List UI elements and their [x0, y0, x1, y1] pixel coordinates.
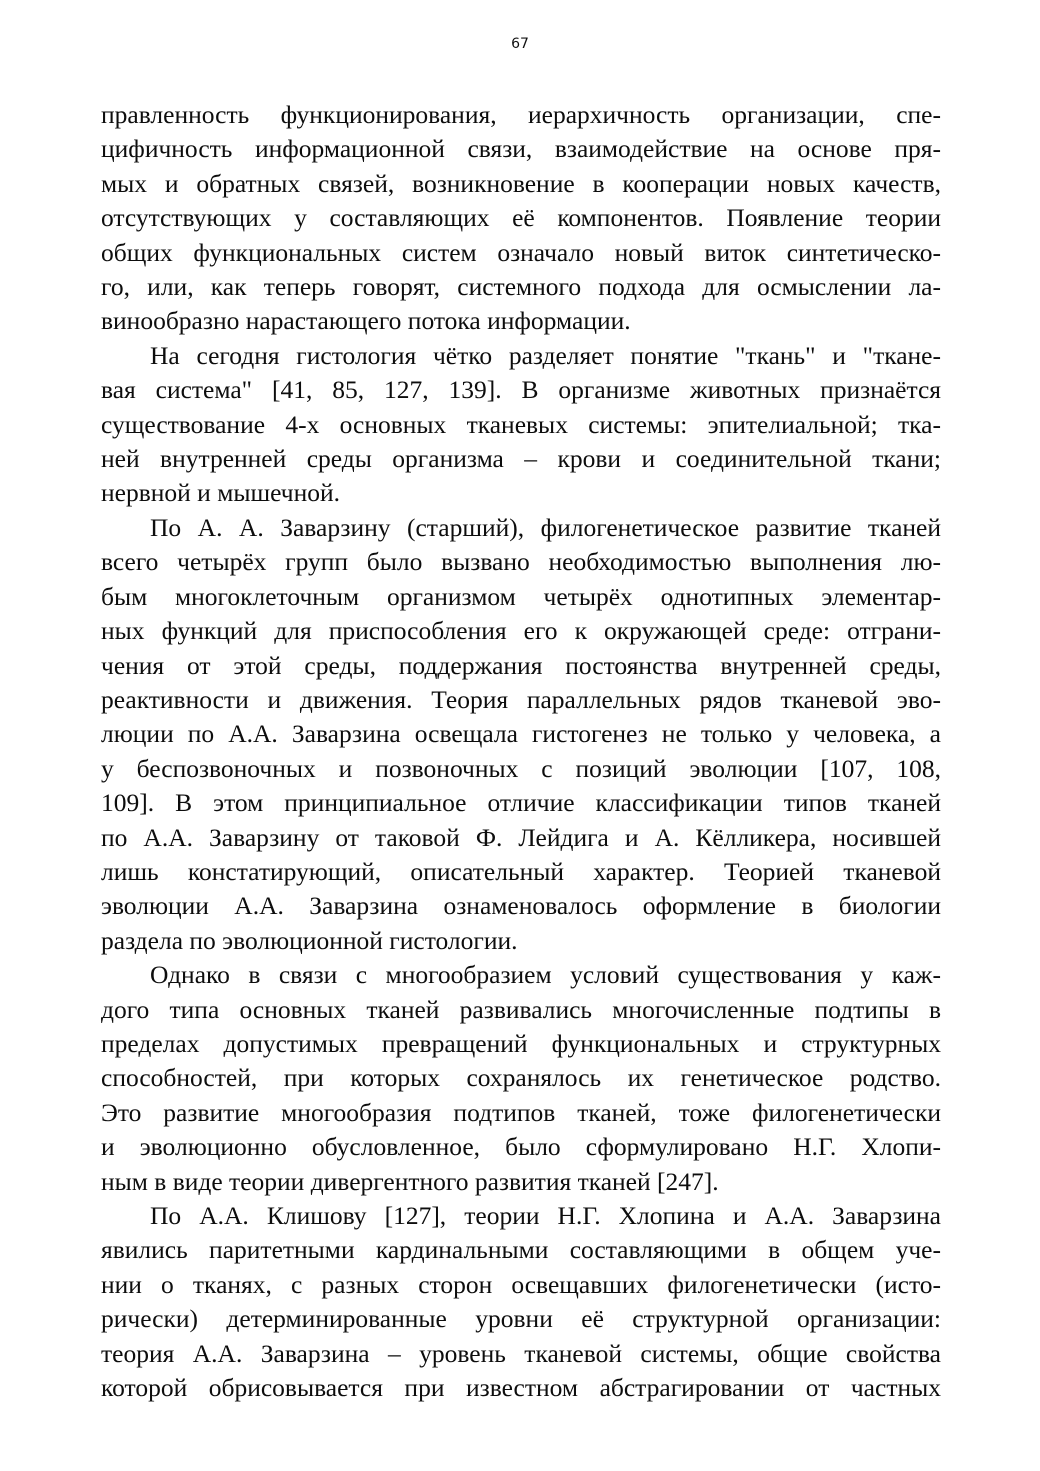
page-number: 67 — [511, 36, 529, 52]
text-line: общих функциональных систем означало новый виток синтетическо- — [101, 237, 941, 267]
text-line: ных функций для приспособления его к окружающей среде: отграни- — [101, 616, 941, 646]
text-line: всего четырёх групп было вызвано необходимостью выполнения лю- — [101, 547, 941, 577]
text-line: чения от этой среды, поддержания постоянства внутренней среды, — [101, 650, 941, 680]
paragraph-5 — [101, 1199, 941, 1405]
text-line: раздела по эволюционной гистологии. — [101, 925, 518, 955]
text-line: явились паритетными кардинальными составляющими в общем уче- — [101, 1235, 941, 1265]
text-line: ней внутренней среды организма – крови и соединительной ткани; — [101, 444, 941, 474]
text-line: винообразно нарастающего потока информации. — [101, 306, 631, 336]
text-line: по А.А. Заварзину от таковой Ф. Лейдига и А. Кёлликера, носившей — [101, 822, 941, 852]
text-line: которой обрисовывается при известном абстрагировании от частных — [101, 1373, 941, 1403]
text-line: рически) детерминированные уровни её структурной организации: — [101, 1304, 941, 1334]
text-line: у беспозвоночных и позвоночных с позиций эволюции [107, 108, — [101, 753, 941, 783]
text-line: нервной и мышечной. — [101, 478, 341, 508]
paragraph-4 — [101, 958, 941, 1199]
text-line: 109]. В этом принципиальное отличие классификации типов тканей — [101, 788, 941, 818]
text-line: и эволюционно обусловленное, было сформулировано Н.Г. Хлопи- — [101, 1132, 941, 1162]
text-line: вая система" [41, 85, 127, 139]. В организме животных признаётся — [101, 375, 941, 405]
text-line: цифичность информационной связи, взаимодействие на основе пря- — [101, 134, 941, 164]
body-text — [101, 98, 941, 1405]
text-line: эволюции А.А. Заварзина ознаменовалось оформление в биологии — [101, 891, 941, 921]
text-line: правленность функционирования, иерархичность организации, спе- — [101, 100, 941, 129]
text-line: На сегодня гистология чётко разделяет понятие "ткань" и "ткане- — [150, 340, 941, 370]
text-line: реактивности и движения. Теория параллельных рядов тканевой эво- — [101, 684, 941, 714]
paragraph-3 — [101, 511, 941, 958]
paragraph-1 — [101, 98, 941, 339]
text-line: мых и обратных связей, возникновение в кооперации новых качеств, — [101, 168, 941, 198]
text-line: теория А.А. Заварзина – уровень тканевой системы, общие свойства — [101, 1338, 941, 1368]
text-line: люции по А.А. Заварзина освещала гистогенез не только у человека, а — [101, 719, 941, 749]
paragraph-2 — [101, 339, 941, 511]
text-line: ным в виде теории дивергентного развития тканей [247]. — [101, 1166, 719, 1196]
text-line: способностей, при которых сохранялось их генетическое родство. — [101, 1063, 941, 1093]
text-line: пределах допустимых превращений функциональных и структурных — [101, 1028, 941, 1058]
text-line: го, или, как теперь говорят, системного подхода для осмыслении ла- — [101, 272, 941, 302]
text-line: существование 4-х основных тканевых системы: эпителиальной; тка- — [101, 409, 941, 439]
text-line: бым многоклеточным организмом четырёх однотипных элементар- — [101, 581, 941, 611]
text-line: Это развитие многообразия подтипов тканей, тоже филогенетически — [101, 1097, 941, 1127]
text-line: отсутствующих у составляющих её компонентов. Появление теории — [101, 203, 941, 233]
text-line: лишь констатирующий, описательный характер. Теорией тканевой — [101, 856, 941, 886]
text-line: дого типа основных тканей развивались многочисленные подтипы в — [101, 994, 941, 1024]
text-line: По А.А. Клишову [127], теории Н.Г. Хлопина и А.А. Заварзина — [150, 1201, 941, 1230]
text-line: нии о тканях, с разных сторон освещавших филогенетически (исто- — [101, 1269, 941, 1299]
text-line: Однако в связи с многообразием условий существования у каж- — [150, 960, 941, 990]
text-line: По А. А. Заварзину (старший), филогенетическое развитие тканей — [150, 512, 941, 542]
